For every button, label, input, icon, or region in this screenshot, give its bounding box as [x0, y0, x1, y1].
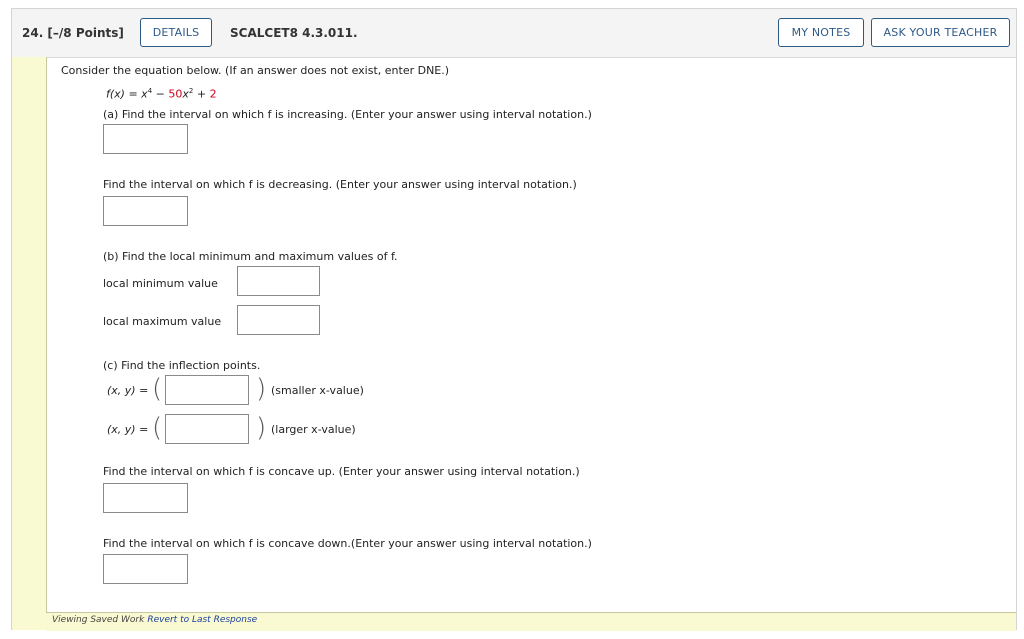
local-max-label: local maximum value — [103, 315, 222, 328]
viewing-saved-work: Viewing Saved Work — [52, 615, 145, 625]
left-paren-larger: ( — [152, 413, 163, 443]
function-lhs: f(x) = x — [106, 87, 148, 101]
details-button[interactable]: DETAILS — [140, 18, 212, 47]
revert-link[interactable]: Revert to Last Response — [147, 615, 258, 625]
question-number: 24. [–/8 Points] — [22, 26, 124, 40]
concave-up-text: Find the interval on which f is concave up. (Enter your answer using interval notation.) — [103, 465, 580, 478]
function-var: x — [182, 87, 189, 101]
concave-down-input[interactable] — [103, 554, 188, 584]
function-equation — [106, 87, 217, 101]
right-paren-smaller: ) — [256, 374, 267, 404]
local-min-input[interactable] — [237, 266, 320, 296]
local-min-label: local minimum value — [103, 277, 218, 290]
function-minus: − — [152, 87, 169, 101]
intro-text: Consider the equation below. (If an answer does not exist, enter DNE.) — [61, 64, 450, 77]
function-coef: 50 — [168, 87, 183, 101]
inflection-larger-input[interactable] — [165, 414, 249, 444]
my-notes-button[interactable]: MY NOTES — [778, 18, 864, 47]
xy-label-smaller: (x, y) = — [107, 384, 149, 397]
footer-bar — [46, 612, 1016, 631]
part-a-decreasing-text: Find the interval on which f is decreasing. (Enter your answer using interval notation.) — [103, 178, 577, 191]
part-a-increasing-text: (a) Find the interval on which f is increasing. (Enter your answer using interval notation.) — [103, 108, 592, 121]
local-max-input[interactable] — [237, 305, 320, 335]
part-c-text: (c) Find the inflection points. — [103, 359, 261, 372]
left-sidebar — [12, 57, 47, 630]
increasing-input[interactable] — [103, 124, 188, 154]
function-exp1: 4 — [147, 87, 153, 95]
decreasing-input[interactable] — [103, 196, 188, 226]
smaller-note: (smaller x-value) — [271, 384, 364, 397]
concave-up-input[interactable] — [103, 483, 188, 513]
larger-note: (larger x-value) — [271, 423, 356, 436]
xy-label-larger: (x, y) = — [107, 423, 149, 436]
function-exp2: 2 — [188, 87, 194, 95]
inflection-smaller-input[interactable] — [165, 375, 249, 405]
right-paren-larger: ) — [256, 413, 267, 443]
function-const: 2 — [209, 87, 217, 101]
ask-teacher-button[interactable]: ASK YOUR TEACHER — [871, 18, 1010, 47]
function-plus: + — [193, 87, 210, 101]
problem-code: SCALCET8 4.3.011. — [230, 26, 358, 40]
question-header — [12, 9, 1016, 58]
footer-status — [52, 615, 257, 625]
left-paren-smaller: ( — [152, 374, 163, 404]
part-b-text: (b) Find the local minimum and maximum values of f. — [103, 250, 398, 263]
concave-down-text: Find the interval on which f is concave down.(Enter your answer using interval notation.) — [103, 537, 592, 550]
question-card — [11, 8, 1017, 630]
